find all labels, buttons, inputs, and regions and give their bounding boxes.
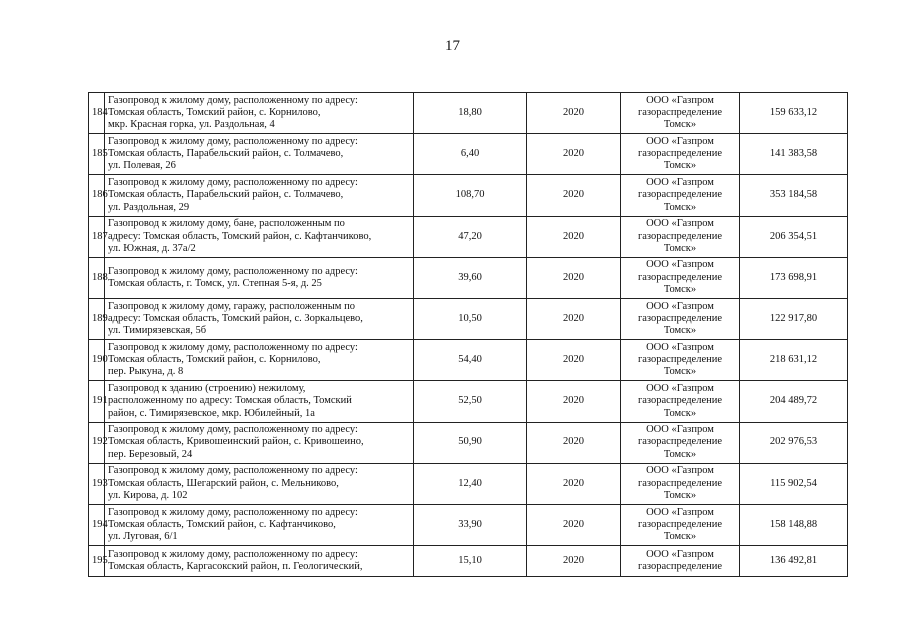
year-cell: 2020 xyxy=(527,463,621,504)
organization-cell xyxy=(621,298,740,339)
organization-line: газораспределение xyxy=(637,395,723,407)
organization-cell xyxy=(621,463,740,504)
object-description-cell xyxy=(105,381,414,422)
length-cell: 108,70 xyxy=(414,175,527,216)
length-cell: 33,90 xyxy=(414,504,527,545)
row-number-cell: 191 xyxy=(89,381,105,422)
description-line: Газопровод к жилому дому, расположенному по адресу: xyxy=(108,265,358,277)
cost-cell: 115 902,54 xyxy=(740,463,848,504)
organization-line: газораспределение xyxy=(637,106,723,118)
description-line: Томская область, Кривошеинский район, с. Кривошеино, xyxy=(108,436,364,448)
description-line: Томская область, Томский район, с. Кафтанчиково, xyxy=(108,518,336,530)
description-line: ул. Тимирязевская, 5б xyxy=(108,325,207,337)
organization-line: Томск» xyxy=(663,407,697,419)
organization-cell xyxy=(621,340,740,381)
organization-line: ООО «Газпром xyxy=(646,177,714,189)
year-cell: 2020 xyxy=(527,134,621,175)
description-line: Томская область, Парабельский район, с. Толмачево, xyxy=(108,189,344,201)
length-cell: 18,80 xyxy=(414,93,527,134)
year-cell: 2020 xyxy=(527,257,621,298)
length-cell: 54,40 xyxy=(414,340,527,381)
table-row xyxy=(89,381,848,422)
organization-line: газораспределение xyxy=(637,561,723,573)
object-description-cell xyxy=(105,175,414,216)
gas-pipeline-table xyxy=(88,92,848,577)
organization-line: Томск» xyxy=(663,119,697,131)
organization-line: газораспределение xyxy=(637,230,723,242)
organization-cell xyxy=(621,93,740,134)
description-line: Газопровод к жилому дому, бане, расположенным по xyxy=(108,218,345,230)
table-row xyxy=(89,546,848,577)
description-line: адресу: Томская область, Томский район, с. Зоркальцево, xyxy=(108,312,363,324)
cost-cell: 202 976,53 xyxy=(740,422,848,463)
description-line: район, с. Тимирязевское, мкр. Юбилейный, 1а xyxy=(108,407,315,419)
organization-line: газораспределение xyxy=(637,271,723,283)
description-line: Томская область, Томский район, с. Корнилово, xyxy=(108,354,321,366)
organization-line: газораспределение xyxy=(637,477,723,489)
description-line: Томская область, Парабельский район, с. Толмачево, xyxy=(108,148,344,160)
description-line: ул. Полевая, 26 xyxy=(108,160,176,172)
description-line: расположенному по адресу: Томская область, Томский xyxy=(108,395,352,407)
description-line: ул. Кирова, д. 102 xyxy=(108,489,188,501)
cost-cell: 159 633,12 xyxy=(740,93,848,134)
row-number-cell: 192 xyxy=(89,422,105,463)
year-cell: 2020 xyxy=(527,340,621,381)
organization-line: газораспределение xyxy=(637,518,723,530)
length-cell: 50,90 xyxy=(414,422,527,463)
object-description-cell xyxy=(105,216,414,257)
organization-cell xyxy=(621,504,740,545)
table-row xyxy=(89,175,848,216)
organization-line: ООО «Газпром xyxy=(646,424,714,436)
organization-line: газораспределение xyxy=(637,312,723,324)
row-number-cell: 186 xyxy=(89,175,105,216)
row-number-cell: 184 xyxy=(89,93,105,134)
object-description-cell xyxy=(105,463,414,504)
row-number-cell: 189 xyxy=(89,298,105,339)
cost-cell: 206 354,51 xyxy=(740,216,848,257)
organization-line: Томск» xyxy=(663,489,697,501)
description-line: адресу: Томская область, Томский район, с. Кафтанчиково, xyxy=(108,230,372,242)
table-row xyxy=(89,298,848,339)
cost-cell: 204 489,72 xyxy=(740,381,848,422)
organization-line: ООО «Газпром xyxy=(646,218,714,230)
description-line: Газопровод к жилому дому, расположенному по адресу: xyxy=(108,177,358,189)
row-number-cell: 190 xyxy=(89,340,105,381)
table-row xyxy=(89,340,848,381)
table-row xyxy=(89,93,848,134)
organization-cell xyxy=(621,422,740,463)
cost-cell: 218 631,12 xyxy=(740,340,848,381)
description-line: Газопровод к жилому дому, расположенному по адресу: xyxy=(108,506,358,518)
description-line: Газопровод к жилому дому, расположенному по адресу: xyxy=(108,424,358,436)
organization-line: ООО «Газпром xyxy=(646,548,714,560)
organization-line: газораспределение xyxy=(637,148,723,160)
row-number-cell: 195 xyxy=(89,546,105,577)
description-line: Томская область, Каргасокский район, п. Геологический, xyxy=(108,561,363,573)
description-line: ул. Луговая, 6/1 xyxy=(108,531,178,543)
organization-line: ООО «Газпром xyxy=(646,341,714,353)
cost-cell: 353 184,58 xyxy=(740,175,848,216)
table-row xyxy=(89,504,848,545)
organization-cell xyxy=(621,134,740,175)
description-line: ул. Раздольная, 29 xyxy=(108,201,190,213)
organization-line: Томск» xyxy=(663,448,697,460)
organization-line: Томск» xyxy=(663,531,697,543)
length-cell: 10,50 xyxy=(414,298,527,339)
organization-cell xyxy=(621,546,740,577)
cost-cell: 141 383,58 xyxy=(740,134,848,175)
description-line: пер. Рыкуна, д. 8 xyxy=(108,366,184,378)
length-cell: 39,60 xyxy=(414,257,527,298)
organization-line: газораспределение xyxy=(637,436,723,448)
description-line: Газопровод к жилому дому, расположенному по адресу: xyxy=(108,341,358,353)
organization-line: ООО «Газпром xyxy=(646,465,714,477)
table-row xyxy=(89,422,848,463)
organization-line: Томск» xyxy=(663,160,697,172)
row-number-cell: 194 xyxy=(89,504,105,545)
description-line: пер. Березовый, 24 xyxy=(108,448,193,460)
table-row xyxy=(89,257,848,298)
object-description-cell xyxy=(105,93,414,134)
description-line: Газопровод к жилому дому, расположенному по адресу: xyxy=(108,548,358,560)
description-line: Газопровод к жилому дому, гаражу, расположенным по xyxy=(108,300,355,312)
row-number-cell: 193 xyxy=(89,463,105,504)
organization-line: газораспределение xyxy=(637,189,723,201)
organization-cell xyxy=(621,216,740,257)
year-cell: 2020 xyxy=(527,93,621,134)
description-line: ул. Южная, д. 37а/2 xyxy=(108,242,196,254)
cost-cell: 136 492,81 xyxy=(740,546,848,577)
table-body xyxy=(89,93,848,577)
organization-line: ООО «Газпром xyxy=(646,94,714,106)
organization-cell xyxy=(621,381,740,422)
length-cell: 12,40 xyxy=(414,463,527,504)
table-row xyxy=(89,134,848,175)
organization-cell xyxy=(621,257,740,298)
organization-line: газораспределение xyxy=(637,354,723,366)
length-cell: 52,50 xyxy=(414,381,527,422)
object-description-cell xyxy=(105,340,414,381)
organization-line: Томск» xyxy=(663,242,697,254)
organization-line: Томск» xyxy=(663,283,697,295)
description-line: Газопровод к зданию (строению) нежилому, xyxy=(108,382,306,394)
organization-line: Томск» xyxy=(663,366,697,378)
year-cell: 2020 xyxy=(527,175,621,216)
object-description-cell xyxy=(105,546,414,577)
year-cell: 2020 xyxy=(527,216,621,257)
table-row xyxy=(89,463,848,504)
description-line: Газопровод к жилому дому, расположенному по адресу: xyxy=(108,135,358,147)
organization-line: ООО «Газпром xyxy=(646,300,714,312)
description-line: Газопровод к жилому дому, расположенному по адресу: xyxy=(108,94,358,106)
description-line: Газопровод к жилому дому, расположенному по адресу: xyxy=(108,465,358,477)
cost-cell: 122 917,80 xyxy=(740,298,848,339)
organization-line: ООО «Газпром xyxy=(646,382,714,394)
description-line: мкр. Красная горка, ул. Раздольная, 4 xyxy=(108,119,275,131)
organization-line: Томск» xyxy=(663,201,697,213)
row-number-cell: 188 xyxy=(89,257,105,298)
description-line: Томская область, г. Томск, ул. Степная 5-я, д. 25 xyxy=(108,277,322,289)
object-description-cell xyxy=(105,504,414,545)
organization-cell xyxy=(621,175,740,216)
length-cell: 47,20 xyxy=(414,216,527,257)
row-number-cell: 185 xyxy=(89,134,105,175)
year-cell: 2020 xyxy=(527,504,621,545)
year-cell: 2020 xyxy=(527,381,621,422)
cost-cell: 173 698,91 xyxy=(740,257,848,298)
length-cell: 15,10 xyxy=(414,546,527,577)
description-line: Томская область, Шегарский район, с. Мельниково, xyxy=(108,477,339,489)
year-cell: 2020 xyxy=(527,422,621,463)
year-cell: 2020 xyxy=(527,298,621,339)
year-cell: 2020 xyxy=(527,546,621,577)
organization-line: Томск» xyxy=(663,325,697,337)
table-row xyxy=(89,216,848,257)
organization-line: ООО «Газпром xyxy=(646,506,714,518)
length-cell: 6,40 xyxy=(414,134,527,175)
page-number: 17 xyxy=(445,38,460,54)
row-number-cell: 187 xyxy=(89,216,105,257)
object-description-cell xyxy=(105,257,414,298)
object-description-cell xyxy=(105,422,414,463)
organization-line: ООО «Газпром xyxy=(646,259,714,271)
object-description-cell xyxy=(105,298,414,339)
object-description-cell xyxy=(105,134,414,175)
organization-line: ООО «Газпром xyxy=(646,135,714,147)
description-line: Томская область, Томский район, с. Корнилово, xyxy=(108,106,321,118)
cost-cell: 158 148,88 xyxy=(740,504,848,545)
